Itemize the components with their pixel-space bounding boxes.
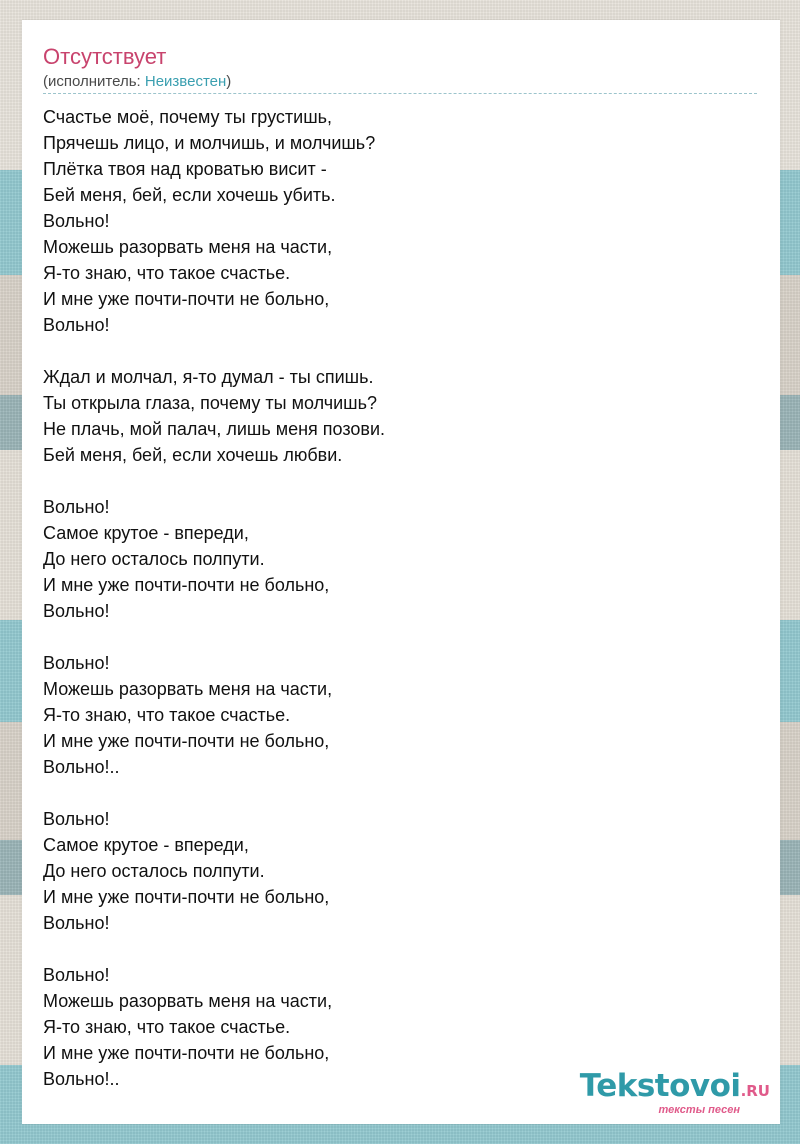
lyrics-card bbox=[22, 20, 780, 1124]
lyric-line: Не плачь, мой палач, лишь меня позови. bbox=[43, 419, 386, 439]
lyric-line: Бей меня, бей, если хочешь любви. bbox=[43, 445, 343, 465]
lyric-line: Я-то знаю, что такое счастье. bbox=[43, 263, 291, 283]
lyric-line: Вольно! bbox=[43, 497, 110, 517]
stanza-gap bbox=[43, 338, 743, 364]
lyric-line: До него осталось полпути. bbox=[43, 549, 265, 569]
lyric-line: Вольно! bbox=[43, 913, 110, 933]
stanza-gap bbox=[43, 936, 743, 962]
logo-tld: .RU bbox=[740, 1082, 770, 1100]
logo-brand-name: Tekstovoi bbox=[579, 1068, 741, 1104]
logo-brand bbox=[580, 1069, 770, 1108]
lyric-line: И мне уже почти-почти не больно, bbox=[43, 289, 330, 309]
lyric-line: Вольно! bbox=[43, 315, 110, 335]
stanza-gap bbox=[43, 624, 743, 650]
performer-link[interactable]: Неизвестен bbox=[144, 73, 227, 90]
lyric-line: До него осталось полпути. bbox=[43, 861, 265, 881]
lyric-line: Можешь разорвать меня на части, bbox=[43, 237, 333, 257]
lyric-line: Плётка твоя над кроватью висит - bbox=[43, 159, 327, 179]
lyric-line: Я-то знаю, что такое счастье. bbox=[43, 1017, 291, 1037]
performer-suffix: ) bbox=[226, 73, 232, 90]
lyric-line: Вольно!.. bbox=[43, 757, 120, 777]
lyric-line: И мне уже почти-почти не больно, bbox=[43, 575, 330, 595]
performer-line bbox=[43, 73, 231, 91]
stanza-gap bbox=[43, 780, 743, 806]
title-divider bbox=[43, 93, 757, 94]
performer-prefix: (исполнитель: bbox=[43, 73, 145, 90]
lyric-line: И мне уже почти-почти не больно, bbox=[43, 887, 330, 907]
lyric-line: Я-то знаю, что такое счастье. bbox=[43, 705, 291, 725]
lyrics-text bbox=[43, 104, 743, 1092]
song-title: Отсутствует bbox=[43, 44, 167, 69]
lyric-line: Вольно! bbox=[43, 653, 110, 673]
lyric-line: И мне уже почти-почти не больно, bbox=[43, 731, 330, 751]
lyric-line: Счастье моё, почему ты грустишь, bbox=[43, 107, 333, 127]
lyric-line: Самое крутое - впереди, bbox=[43, 835, 249, 855]
lyric-line: Самое крутое - впереди, bbox=[43, 523, 249, 543]
lyric-line: Вольно! bbox=[43, 809, 110, 829]
lyric-line: Бей меня, бей, если хочешь убить. bbox=[43, 185, 336, 205]
lyric-line: Вольно! bbox=[43, 601, 110, 621]
lyric-line: Прячешь лицо, и молчишь, и молчишь? bbox=[43, 133, 376, 153]
lyric-line: Вольно! bbox=[43, 965, 110, 985]
lyric-line: Можешь разорвать меня на части, bbox=[43, 679, 333, 699]
logo-tagline: тексты песен bbox=[658, 1104, 740, 1116]
lyric-line: Можешь разорвать меня на части, bbox=[43, 991, 333, 1011]
lyric-line: И мне уже почти-почти не больно, bbox=[43, 1043, 330, 1063]
lyric-line: Вольно! bbox=[43, 211, 110, 231]
lyric-line: Вольно!.. bbox=[43, 1069, 120, 1089]
lyric-line: Ждал и молчал, я-то думал - ты спишь. bbox=[43, 367, 374, 387]
lyric-line: Ты открыла глаза, почему ты молчишь? bbox=[43, 393, 377, 413]
stanza-gap bbox=[43, 468, 743, 494]
site-logo[interactable] bbox=[580, 1069, 770, 1116]
